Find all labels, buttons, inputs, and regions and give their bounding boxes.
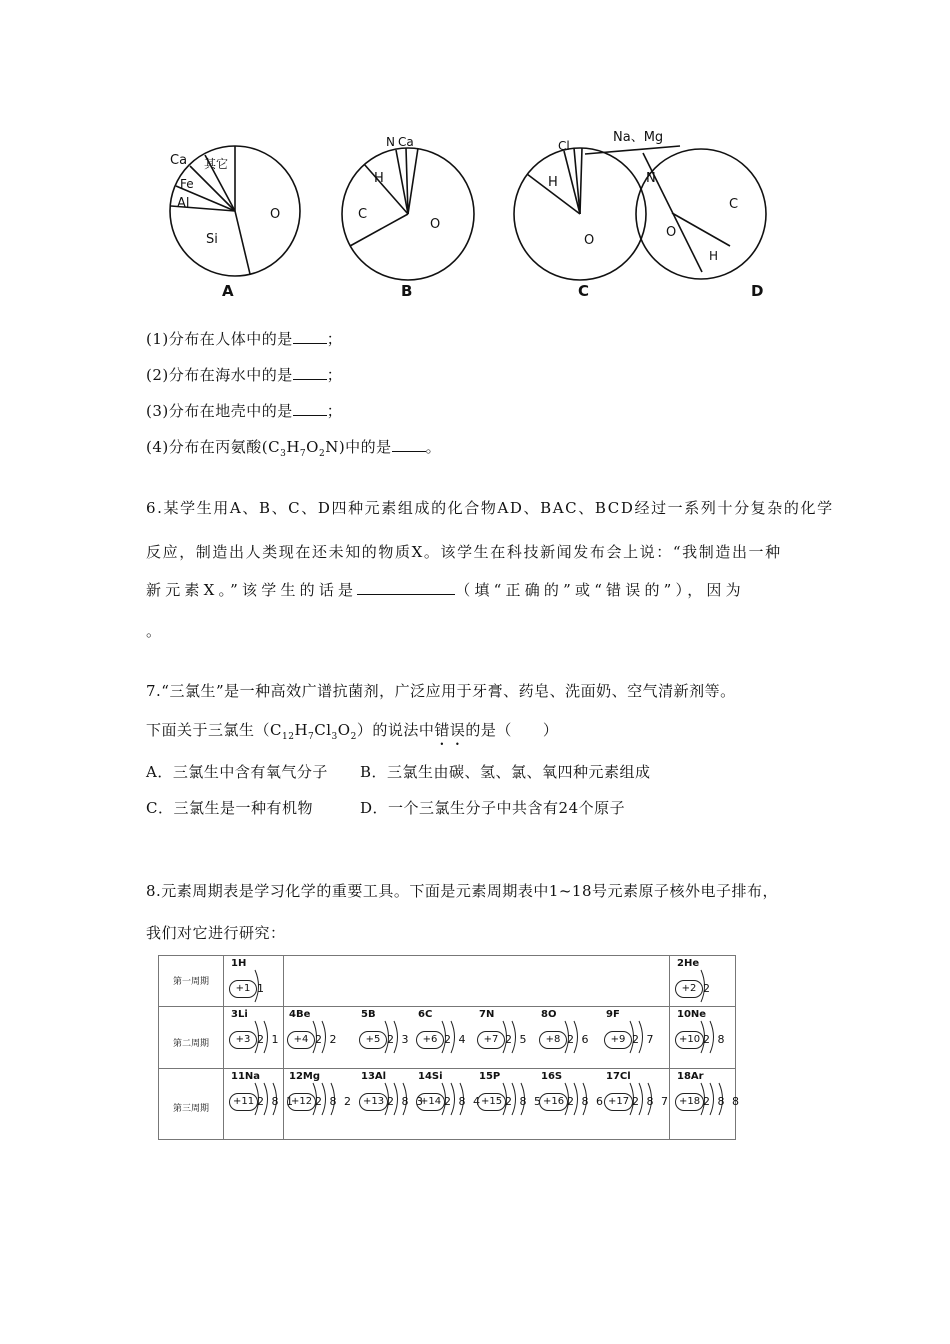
electron-shells: 2 8 6 [567, 1095, 605, 1108]
element-cell [535, 1007, 593, 1067]
electron-shells: 2 [703, 982, 712, 995]
electron-shells: 2 3 [387, 1033, 411, 1046]
element-distribution-pie-figure [160, 118, 739, 308]
answer-blank[interactable] [392, 437, 426, 452]
nucleus-charge: +17 [604, 1093, 633, 1111]
element-cell [412, 1007, 470, 1067]
nucleus-charge: +15 [477, 1093, 506, 1111]
q5-item-1: (1)分布在人体中的是 ； [146, 330, 343, 348]
pie-caption-b: B [401, 282, 413, 300]
element-symbol: 4Be [289, 1009, 311, 1020]
nucleus-charge: +11 [229, 1093, 258, 1111]
answer-blank[interactable] [293, 329, 327, 344]
nucleus-charge: +1 [229, 980, 257, 998]
element-symbol: 7N [479, 1009, 495, 1020]
pie-c-label-cl: Cl [558, 139, 570, 153]
element-cell [355, 1007, 413, 1067]
element-cell [412, 1069, 482, 1129]
pie-c-label-h: H [548, 175, 558, 190]
element-symbol: 1H [231, 958, 247, 969]
nucleus-charge: +9 [604, 1031, 632, 1049]
nucleus-charge: +12 [287, 1093, 316, 1111]
element-symbol: 14Si [418, 1071, 443, 1082]
electron-shells: 2 8 [703, 1033, 727, 1046]
element-cell [473, 1069, 543, 1129]
element-symbol: 9F [606, 1009, 620, 1020]
electron-shells: 2 2 [315, 1033, 339, 1046]
pie-b-label-h: H [374, 171, 384, 186]
pie-caption-d: D [751, 282, 764, 300]
element-cell [225, 1069, 295, 1129]
nucleus-charge: +18 [675, 1093, 704, 1111]
electron-shells: 2 8 8 [703, 1095, 741, 1108]
row-header-period-1: 第一周期 [172, 977, 209, 987]
row-header-period-3: 第三周期 [172, 1104, 209, 1114]
pie-caption-c: C [578, 282, 590, 300]
electron-shells: 2 8 2 [315, 1095, 353, 1108]
answer-blank[interactable] [357, 580, 455, 595]
element-cell [600, 1007, 658, 1067]
q6-line-3: 新元素X。”该学生的话是 （填“正确的”或“错误的”），因为 [146, 581, 745, 599]
pie-d-label-h: H [709, 249, 719, 263]
q5-item-4: (4)分布在丙氨酸$(C_3H_7O_2N)$中的是 。 [146, 438, 442, 459]
element-cell [283, 1069, 353, 1129]
q7-option-a: A．三氯生中含有氧气分子 [146, 763, 328, 781]
pie-c-label-o: O [584, 233, 595, 248]
pie-chart-a [170, 146, 300, 276]
nucleus-charge: +7 [477, 1031, 505, 1049]
element-symbol: 8O [541, 1009, 557, 1020]
element-cell [600, 1069, 670, 1129]
electron-shells: 2 8 4 [444, 1095, 482, 1108]
pie-a-label-ca: Ca [170, 153, 188, 168]
pie-a-label-other: 其它 [204, 157, 229, 171]
element-symbol: 12Mg [289, 1071, 321, 1082]
electron-shells: 2 8 5 [505, 1095, 543, 1108]
pie-b-label-n: N [386, 135, 395, 149]
nucleus-charge: +3 [229, 1031, 257, 1049]
answer-blank[interactable] [293, 401, 327, 416]
pie-a-label-si: Si [206, 232, 218, 247]
element-symbol: 13Al [361, 1071, 387, 1082]
q5-item-2: (2)分布在海水中的是 ； [146, 366, 343, 384]
q6-line-1: 6.某学生用A、B、C、D四种元素组成的化合物AD、BAC、BCD经过一系列十分复杂的化学 [146, 499, 834, 517]
element-symbol: 10Ne [677, 1009, 707, 1020]
pie-a-label-fe: Fe [180, 177, 194, 191]
element-symbol: 6C [418, 1009, 433, 1020]
nucleus-charge: +8 [539, 1031, 567, 1049]
element-cell [671, 1069, 741, 1129]
element-symbol: 17Cl [606, 1071, 631, 1082]
element-cell [355, 1069, 425, 1129]
pie-b-label-o: O [430, 217, 441, 232]
electron-shells: 2 5 [505, 1033, 529, 1046]
element-cell [473, 1007, 531, 1067]
pie-chart-c [514, 130, 680, 280]
nucleus-charge: +6 [416, 1031, 444, 1049]
element-cell [225, 1007, 283, 1067]
q7-line-1: 7.“三氯生”是一种高效广谱抗菌剂，广泛应用于牙膏、药皂、洗面奶、空气清新剂等。 [146, 682, 736, 700]
electron-shells: 2 8 1 [257, 1095, 295, 1108]
pie-caption-a: A [222, 282, 234, 300]
emphasis-char: 错 [434, 721, 450, 739]
pie-chart-d [636, 149, 766, 279]
nucleus-charge: +2 [675, 980, 703, 998]
q7-line-2: 下面关于三氯生$(C_{12}H_7Cl_3O_2)$的说法中错误的是（ ） [146, 721, 559, 742]
q6-line-2: 反应，制造出人类现在还未知的物质X。该学生在科技新闻发布会上说：“我制造出一种 [146, 543, 782, 561]
element-symbol: 18Ar [677, 1071, 704, 1082]
pie-d-label-o: O [666, 225, 677, 240]
emphasis-char: 误 [449, 721, 466, 739]
nucleus-charge: +14 [416, 1093, 445, 1111]
pie-b-label-c: C [358, 207, 368, 222]
nucleus-charge: +4 [287, 1031, 315, 1049]
electron-shells: 2 7 [632, 1033, 656, 1046]
q8-line-2: 我们对它进行研究： [146, 924, 286, 942]
row-header-period-2: 第二周期 [172, 1039, 209, 1049]
electron-shells: 2 4 [444, 1033, 468, 1046]
element-cell [283, 1007, 341, 1067]
electron-shells: 2 1 [257, 1033, 281, 1046]
answer-blank[interactable] [293, 365, 327, 380]
pie-a-label-o: O [270, 207, 281, 222]
pie-a-label-al: Al [177, 196, 190, 211]
pie-d-label-c: C [729, 197, 739, 212]
electron-shells: 2 6 [567, 1033, 591, 1046]
nucleus-charge: +10 [675, 1031, 704, 1049]
pie-chart-b [342, 135, 474, 280]
nucleus-charge: +13 [359, 1093, 388, 1111]
element-symbol: 15P [479, 1071, 501, 1082]
pie-c-label-na-mg: Na、Mg [613, 130, 664, 145]
q7-option-d: D．一个三氯生分子中共含有24个原子 [360, 799, 626, 817]
q8-line-1: 8.元素周期表是学习化学的重要工具。下面是元素周期表中1~18号元素原子核外电子排布， [146, 882, 779, 900]
element-cell [671, 1007, 729, 1067]
element-symbol: 11Na [231, 1071, 261, 1082]
element-symbol: 3Li [231, 1009, 248, 1020]
element-cell [535, 1069, 605, 1129]
electron-shells: 2 8 7 [632, 1095, 670, 1108]
electron-shells: 1 [257, 982, 266, 995]
nucleus-charge: +5 [359, 1031, 387, 1049]
q7-option-c: C．三氯生是一种有机物 [146, 799, 313, 817]
periodic-table-figure [158, 955, 741, 1140]
element-symbol: 5B [361, 1009, 376, 1020]
pie-b-label-ca: Ca [398, 135, 414, 149]
q6-line-4: 。 [146, 622, 162, 640]
element-symbol: 16S [541, 1071, 563, 1082]
q5-item-3: (3)分布在地壳中的是 ； [146, 402, 343, 420]
pie-d-label-n: N [646, 171, 656, 186]
q7-option-b: B．三氯生由碳、氢、氯、氧四种元素组成 [360, 763, 651, 781]
nucleus-charge: +16 [539, 1093, 568, 1111]
element-symbol: 2He [677, 958, 700, 969]
electron-shells: 2 8 3 [387, 1095, 425, 1108]
